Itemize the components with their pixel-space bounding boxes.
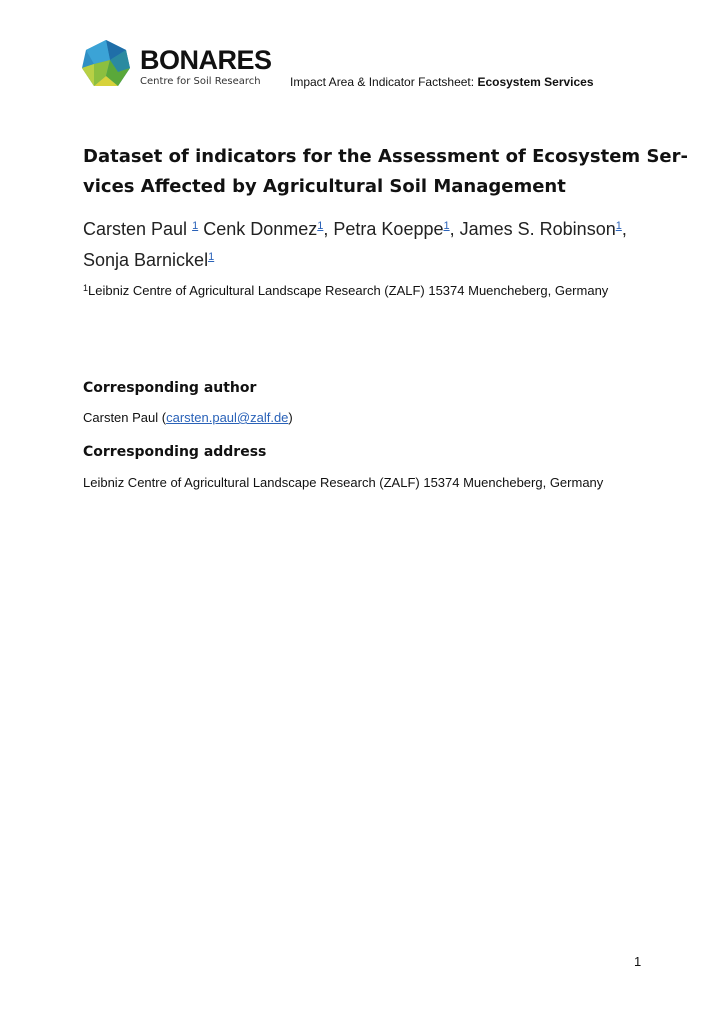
author-line-2 (83, 243, 663, 274)
brand-subtitle: Centre for Soil Research (140, 76, 261, 87)
title-line-2: vices Affected by Agricultural Soil Management (83, 176, 566, 197)
factsheet-prefix: Impact Area & Indicator Factsheet: (290, 75, 478, 89)
corresponding-address-heading: Corresponding address (83, 444, 267, 460)
author-name: James S. Robinson (459, 219, 616, 239)
author-line-1 (83, 212, 663, 243)
document-title (83, 142, 688, 202)
author-separator: , (323, 219, 334, 239)
affiliation-text: Leibniz Centre of Agricultural Landscape Research (ZALF) 15374 Muencheberg, Germany (88, 283, 609, 298)
page-number: 1 (634, 954, 642, 969)
author-list (83, 212, 663, 274)
author-affiliation-link[interactable]: 1 (192, 220, 199, 232)
corresponding-author-heading: Corresponding author (83, 380, 257, 396)
affiliation (83, 283, 608, 298)
corresponding-author-name: Carsten Paul ( (83, 410, 167, 425)
title-line-1: Dataset of indicators for the Assessment of Ecosystem Ser- (83, 146, 688, 167)
bonares-logo-icon (80, 38, 132, 90)
author-name: Carsten Paul (83, 219, 188, 239)
author-affiliation-link[interactable]: 1 (443, 220, 450, 232)
author-affiliation-link[interactable]: 1 (615, 220, 622, 232)
author-affiliation-link[interactable]: 1 (317, 220, 324, 232)
brand-name: BONARES (140, 45, 272, 75)
affiliation-mark: 1 (83, 283, 89, 293)
author-name: Petra Koeppe (333, 219, 444, 239)
factsheet-header (290, 75, 594, 89)
brand-block (140, 46, 272, 88)
author-affiliation-link[interactable]: 1 (208, 251, 215, 263)
corresponding-address-text: Leibniz Centre of Agricultural Landscape Research (ZALF) 15374 Muencheberg, Germany (83, 475, 604, 490)
corresponding-author-close: ) (288, 410, 293, 425)
factsheet-topic: Ecosystem Services (477, 75, 594, 89)
author-name: Sonja Barnickel (83, 250, 209, 270)
corresponding-author-line (83, 410, 293, 425)
author-separator: , (449, 219, 460, 239)
author-separator: , (621, 219, 627, 239)
author-name: Cenk Donmez (203, 219, 318, 239)
corresponding-author-email-link[interactable]: carsten.paul@zalf.de (166, 410, 289, 425)
